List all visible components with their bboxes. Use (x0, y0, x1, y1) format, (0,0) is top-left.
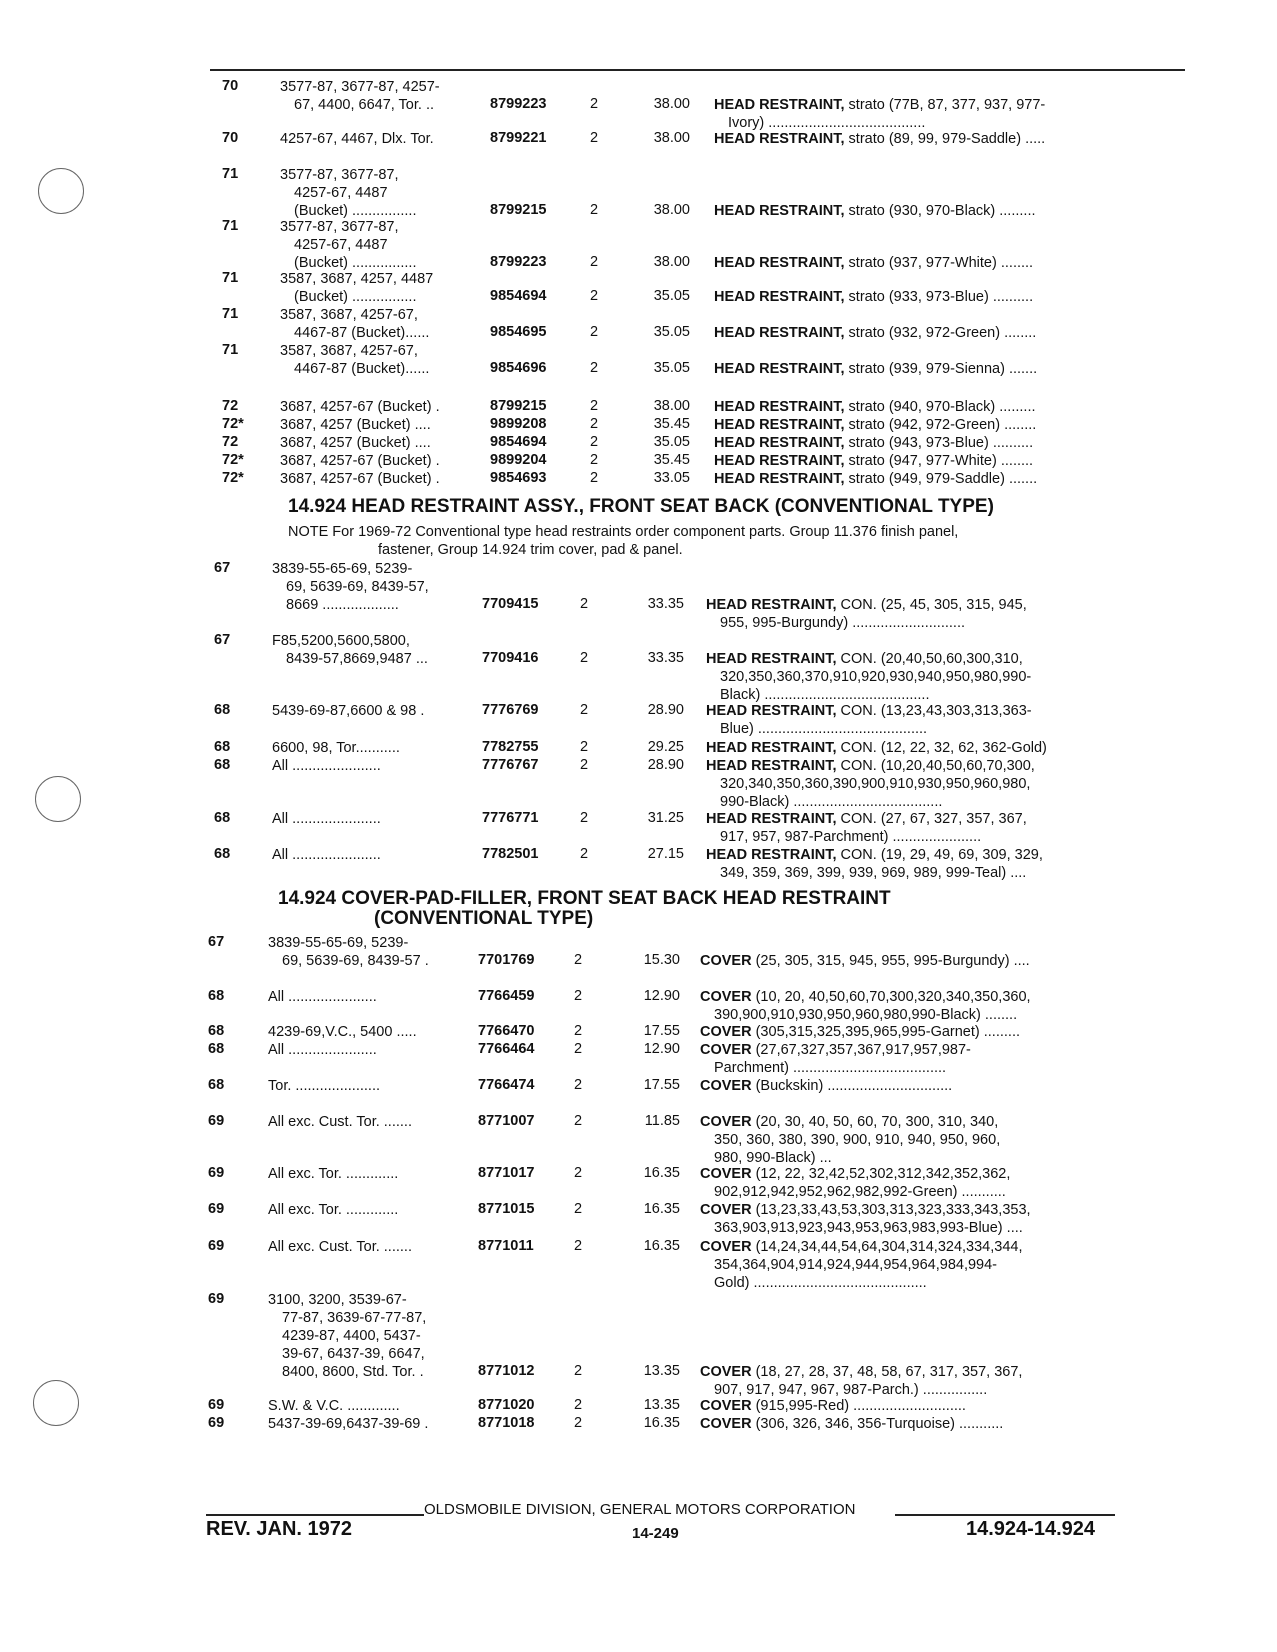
model-description (272, 810, 512, 828)
description-line: HEAD RESTRAINT, strato (940, 970-Black) ......... (714, 399, 1036, 415)
model-description (268, 1291, 508, 1381)
part-number: 9854693 (490, 470, 547, 486)
top-rule (210, 69, 1185, 71)
description-line: HEAD RESTRAINT, strato (77B, 87, 377, 937, 977- (714, 97, 1046, 113)
model-description (272, 632, 512, 668)
part-description (714, 452, 1144, 470)
price: 38.00 (653, 202, 690, 218)
model-line: All ...................... (268, 1042, 377, 1058)
price: 17.55 (643, 1077, 680, 1093)
model-line: (Bucket) ................ (294, 255, 417, 271)
part-description (706, 810, 1136, 846)
figure-number: 69 (208, 1238, 225, 1254)
description-line: COVER (12, 22, 32,42,52,302,312,342,352,362, (700, 1166, 1011, 1182)
part-number: 9854696 (490, 360, 547, 376)
model-line: 4239-69,V.C., 5400 ..... (268, 1024, 417, 1040)
quantity: 2 (580, 739, 589, 755)
description-line: HEAD RESTRAINT, strato (949, 979-Saddle) ....... (714, 471, 1038, 487)
part-number: 9899204 (490, 452, 547, 468)
description-line: HEAD RESTRAINT, CON. (25, 45, 305, 315, 945, (706, 597, 1027, 613)
figure-number: 68 (214, 810, 231, 826)
description-line: COVER (306, 326, 346, 356-Turquoise) ........... (700, 1416, 1004, 1432)
part-description (706, 702, 1136, 738)
price: 35.05 (653, 360, 690, 376)
part-description (714, 398, 1144, 416)
model-line: 77-87, 3639-67-77-87, (282, 1310, 427, 1326)
description-line: HEAD RESTRAINT, strato (89, 99, 979-Saddle) ..... (714, 131, 1046, 147)
quantity: 2 (574, 1363, 583, 1379)
description-line: Black) ......................................... (720, 687, 930, 703)
figure-number: 72* (222, 470, 244, 486)
quantity: 2 (590, 288, 599, 304)
quantity: 2 (580, 757, 589, 773)
quantity: 2 (574, 988, 583, 1004)
description-line: HEAD RESTRAINT, strato (939, 979-Sienna) ....... (714, 361, 1038, 377)
model-description (268, 1041, 508, 1059)
quantity: 2 (590, 202, 599, 218)
quantity: 2 (574, 1023, 583, 1039)
figure-number: 71 (222, 342, 239, 358)
description-line: HEAD RESTRAINT, CON. (13,23,43,303,313,363- (706, 703, 1032, 719)
description-line: COVER (13,23,33,43,53,303,313,323,333,343,353, (700, 1202, 1031, 1218)
part-description (714, 288, 1144, 306)
model-description (280, 218, 520, 272)
part-number: 7782501 (482, 846, 539, 862)
part-number: 7701769 (478, 952, 535, 968)
quantity: 2 (574, 1415, 583, 1431)
model-line: 69, 5639-69, 8439-57 . (282, 953, 429, 969)
part-description (706, 757, 1136, 811)
model-line: 4257-67, 4467, Dlx. Tor. (280, 131, 434, 147)
part-number: 7782755 (482, 739, 539, 755)
description-line: 390,900,910,930,950,960,980,990-Black) ........ (714, 1007, 1018, 1023)
model-line: 4257-67, 4487 (294, 185, 388, 201)
model-line: 8400, 8600, Std. Tor. . (282, 1364, 424, 1380)
description-line: 320,340,350,360,390,900,910,930,950,960,980, (720, 776, 1031, 792)
part-number: 9854695 (490, 324, 547, 340)
part-number: 8771011 (478, 1238, 534, 1254)
description-line: 349, 359, 369, 399, 939, 969, 989, 999-Teal) .... (720, 865, 1027, 881)
model-line: All ...................... (272, 811, 381, 827)
model-line: 3687, 4257 (Bucket) .... (280, 435, 431, 451)
model-line: 3577-87, 3677-87, 4257- (280, 79, 440, 95)
description-line: Ivory) ....................................... (728, 115, 926, 131)
description-line: COVER (18, 27, 28, 37, 48, 58, 67, 317, 357, 367, (700, 1364, 1023, 1380)
part-description (714, 96, 1144, 132)
quantity: 2 (590, 254, 599, 270)
section2-title-line-1: 14.924 COVER-PAD-FILLER, FRONT SEAT BACK HEAD RESTRAINT (278, 888, 891, 909)
footer-rule-right (895, 1514, 1115, 1516)
description-line: HEAD RESTRAINT, strato (933, 973-Blue) .......... (714, 289, 1034, 305)
price: 28.90 (647, 702, 684, 718)
part-description (714, 360, 1144, 378)
model-line: 4467-87 (Bucket)...... (294, 325, 430, 341)
price: 16.35 (643, 1201, 680, 1217)
binder-hole-bottom (33, 1380, 79, 1426)
price: 35.05 (653, 434, 690, 450)
part-description (714, 130, 1144, 148)
part-number: 7776771 (482, 810, 539, 826)
part-description (700, 1415, 1130, 1433)
figure-number: 71 (222, 270, 239, 286)
quantity: 2 (580, 650, 589, 666)
model-line: (Bucket) ................ (294, 203, 417, 219)
model-description (272, 739, 512, 757)
figure-number: 68 (208, 1023, 225, 1039)
price: 13.35 (643, 1397, 680, 1413)
model-description (272, 560, 512, 614)
description-line: COVER (27,67,327,357,367,917,957,987- (700, 1042, 971, 1058)
model-description (280, 78, 520, 114)
figure-number: 71 (222, 166, 239, 182)
description-line: HEAD RESTRAINT, strato (930, 970-Black) ......... (714, 203, 1036, 219)
section-title-head-restraint-assy: 14.924 HEAD RESTRAINT ASSY., FRONT SEAT BACK (CONVENTIONAL TYPE) (288, 496, 994, 517)
model-line: 3587, 3687, 4257, 4487 (280, 271, 434, 287)
part-number: 7766459 (478, 988, 535, 1004)
part-number: 8799215 (490, 202, 547, 218)
part-description (700, 1077, 1130, 1095)
quantity: 2 (590, 434, 599, 450)
model-line: All exc. Tor. ............. (268, 1166, 399, 1182)
figure-number: 72* (222, 452, 244, 468)
description-line: 907, 917, 947, 967, 987-Parch.) ................ (714, 1382, 988, 1398)
price: 12.90 (643, 1041, 680, 1057)
figure-number: 69 (208, 1201, 225, 1217)
price: 31.25 (647, 810, 684, 826)
part-number: 9854694 (490, 288, 547, 304)
part-number: 7776769 (482, 702, 539, 718)
model-description (280, 416, 520, 434)
quantity: 2 (574, 1201, 583, 1217)
model-description (268, 1023, 508, 1041)
quantity: 2 (580, 596, 589, 612)
part-description (706, 846, 1136, 882)
quantity: 2 (574, 952, 583, 968)
part-number: 8771018 (478, 1415, 535, 1431)
figure-number: 68 (214, 757, 231, 773)
model-description (280, 452, 520, 470)
model-description (268, 1201, 508, 1219)
section-title-cover-pad-filler (278, 889, 891, 929)
figure-number: 72 (222, 434, 239, 450)
description-line: COVER (25, 305, 315, 945, 955, 995-Burgundy) .... (700, 953, 1030, 969)
model-description (272, 702, 512, 720)
part-number: 8799221 (490, 130, 547, 146)
quantity: 2 (580, 846, 589, 862)
part-description (700, 1201, 1130, 1237)
part-description (714, 434, 1144, 452)
description-line: COVER (Buckskin) ............................... (700, 1078, 953, 1094)
part-number: 7766464 (478, 1041, 535, 1057)
description-line: Blue) .......................................... (720, 721, 928, 737)
figure-number: 68 (208, 1041, 225, 1057)
footer-group-range: 14.924-14.924 (966, 1518, 1096, 1540)
description-line: HEAD RESTRAINT, strato (942, 972-Green) ........ (714, 417, 1037, 433)
model-description (268, 934, 508, 970)
description-line: 917, 957, 987-Parchment) ...................... (720, 829, 982, 845)
price: 35.05 (653, 288, 690, 304)
part-description (714, 202, 1144, 220)
price: 17.55 (643, 1023, 680, 1039)
quantity: 2 (590, 470, 599, 486)
figure-number: 68 (208, 1077, 225, 1093)
description-line: 990-Black) ..................................... (720, 794, 943, 810)
part-description (706, 739, 1136, 757)
description-line: HEAD RESTRAINT, strato (932, 972-Green) ........ (714, 325, 1037, 341)
description-line: HEAD RESTRAINT, CON. (10,20,40,50,60,70,300, (706, 758, 1035, 774)
description-line: 350, 360, 380, 390, 900, 910, 940, 950, 960, (714, 1132, 1001, 1148)
model-description (280, 306, 520, 342)
model-description (280, 130, 520, 148)
part-number: 8771012 (478, 1363, 535, 1379)
model-description (268, 1165, 508, 1183)
description-line: COVER (10, 20, 40,50,60,70,300,320,340,350,360, (700, 989, 1031, 1005)
price: 38.00 (653, 398, 690, 414)
figure-number: 69 (208, 1165, 225, 1181)
part-description (700, 1023, 1130, 1041)
figure-number: 69 (208, 1397, 225, 1413)
figure-number: 70 (222, 78, 239, 94)
footer-page-number: 14-249 (632, 1525, 679, 1542)
part-description (706, 596, 1136, 632)
part-description (700, 1113, 1130, 1167)
price: 13.35 (643, 1363, 680, 1379)
part-number: 8771017 (478, 1165, 535, 1181)
part-description (714, 470, 1144, 488)
price: 33.05 (653, 470, 690, 486)
model-description (268, 1397, 508, 1415)
figure-number: 68 (214, 846, 231, 862)
quantity: 2 (574, 1397, 583, 1413)
price: 29.25 (647, 739, 684, 755)
binder-hole-middle (35, 776, 81, 822)
price: 12.90 (643, 988, 680, 1004)
model-line: 4467-87 (Bucket)...... (294, 361, 430, 377)
figure-number: 72* (222, 416, 244, 432)
description-line: Gold) ........................................... (714, 1275, 927, 1291)
model-line: 3577-87, 3677-87, (280, 219, 399, 235)
price: 35.45 (653, 452, 690, 468)
model-line: 6600, 98, Tor........... (272, 740, 400, 756)
part-description (700, 1363, 1130, 1399)
price: 33.35 (647, 650, 684, 666)
model-line: 3687, 4257 (Bucket) .... (280, 417, 431, 433)
model-line: Tor. ..................... (268, 1078, 380, 1094)
figure-number: 68 (208, 988, 225, 1004)
price: 27.15 (647, 846, 684, 862)
price: 38.00 (653, 130, 690, 146)
model-description (272, 846, 512, 864)
figure-number: 72 (222, 398, 239, 414)
figure-number: 67 (208, 934, 225, 950)
description-line: COVER (14,24,34,44,54,64,304,314,324,334,344, (700, 1239, 1023, 1255)
price: 35.45 (653, 416, 690, 432)
section-note (288, 523, 1168, 559)
model-line: All exc. Cust. Tor. ....... (268, 1114, 412, 1130)
quantity: 2 (590, 96, 599, 112)
figure-number: 69 (208, 1113, 225, 1129)
price: 38.00 (653, 254, 690, 270)
model-line: All exc. Cust. Tor. ....... (268, 1239, 412, 1255)
description-line: HEAD RESTRAINT, CON. (27, 67, 327, 357, 367, (706, 811, 1027, 827)
model-line: 8439-57,8669,9487 ... (286, 651, 428, 667)
quantity: 2 (590, 360, 599, 376)
model-description (280, 342, 520, 378)
part-number: 8771020 (478, 1397, 535, 1413)
quantity: 2 (590, 130, 599, 146)
price: 11.85 (644, 1113, 680, 1129)
price: 28.90 (647, 757, 684, 773)
description-line: COVER (305,315,325,395,965,995-Garnet) ......... (700, 1024, 1021, 1040)
model-description (268, 1113, 508, 1131)
price: 16.35 (643, 1415, 680, 1431)
figure-number: 67 (214, 560, 231, 576)
part-number: 7766470 (478, 1023, 535, 1039)
footer-revision: REV. JAN. 1972 (206, 1518, 353, 1540)
part-number: 7766474 (478, 1077, 535, 1093)
quantity: 2 (590, 324, 599, 340)
quantity: 2 (574, 1041, 583, 1057)
quantity: 2 (574, 1238, 583, 1254)
description-line: 320,350,360,370,910,920,930,940,950,980,990- (720, 669, 1032, 685)
price: 16.35 (643, 1165, 680, 1181)
price: 15.30 (643, 952, 680, 968)
model-description (280, 434, 520, 452)
section2-title-line-2: (CONVENTIONAL TYPE) (374, 908, 594, 929)
model-description (268, 1077, 508, 1095)
quantity: 2 (590, 416, 599, 432)
part-number: 8799223 (490, 96, 547, 112)
quantity: 2 (590, 452, 599, 468)
figure-number: 70 (222, 130, 239, 146)
quantity: 2 (574, 1113, 583, 1129)
model-line: 67, 4400, 6647, Tor. .. (294, 97, 435, 113)
description-line: HEAD RESTRAINT, strato (937, 977-White) ........ (714, 255, 1034, 271)
model-line: 4257-67, 4487 (294, 237, 388, 253)
figure-number: 71 (222, 218, 239, 234)
model-description (280, 166, 520, 220)
model-line: 69, 5639-69, 8439-57, (286, 579, 429, 595)
figure-number: 68 (214, 739, 231, 755)
note-line-2: fastener, Group 14.924 trim cover, pad & panel. (378, 542, 683, 558)
part-description (700, 988, 1130, 1024)
model-line: 3687, 4257-67 (Bucket) . (280, 399, 440, 415)
part-description (700, 952, 1130, 970)
binder-hole-top (38, 168, 84, 214)
model-line: (Bucket) ................ (294, 289, 417, 305)
model-line: 5437-39-69,6437-39-69 . (268, 1416, 429, 1432)
figure-number: 67 (214, 632, 231, 648)
model-line: 39-67, 6437-39, 6647, (282, 1346, 425, 1362)
model-line: 4239-87, 4400, 5437- (282, 1328, 421, 1344)
model-line: All ...................... (268, 989, 377, 1005)
figure-number: 69 (208, 1291, 225, 1307)
model-description (280, 470, 520, 488)
description-line: HEAD RESTRAINT, CON. (20,40,50,60,300,310, (706, 651, 1023, 667)
quantity: 2 (574, 1165, 583, 1181)
part-number: 7776767 (482, 757, 539, 773)
quantity: 2 (580, 702, 589, 718)
quantity: 2 (580, 810, 589, 826)
part-number: 8799215 (490, 398, 547, 414)
model-line: 3100, 3200, 3539-67- (268, 1292, 407, 1308)
part-description (706, 650, 1136, 704)
model-line: S.W. & V.C. ............. (268, 1398, 400, 1414)
model-description (268, 1238, 508, 1256)
model-line: 3687, 4257-67 (Bucket) . (280, 471, 440, 487)
figure-number: 68 (214, 702, 231, 718)
description-line: Parchment) ...................................... (714, 1060, 947, 1076)
model-line: F85,5200,5600,5800, (272, 633, 410, 649)
model-line: 3587, 3687, 4257-67, (280, 343, 418, 359)
part-number: 9899208 (490, 416, 547, 432)
quantity: 2 (574, 1077, 583, 1093)
part-description (714, 416, 1144, 434)
model-line: 3577-87, 3677-87, (280, 167, 399, 183)
part-description (714, 324, 1144, 342)
part-description (700, 1397, 1130, 1415)
figure-number: 69 (208, 1415, 225, 1431)
price: 33.35 (647, 596, 684, 612)
model-line: 5439-69-87,6600 & 98 . (272, 703, 425, 719)
footer-division: OLDSMOBILE DIVISION, GENERAL MOTORS CORPORATION (424, 1501, 856, 1518)
description-line: COVER (915,995-Red) ............................ (700, 1398, 966, 1414)
quantity: 2 (590, 398, 599, 414)
description-line: 980, 990-Black) ... (714, 1150, 832, 1166)
model-description (268, 988, 508, 1006)
part-description (700, 1238, 1130, 1292)
price: 38.00 (653, 96, 690, 112)
note-line-1: NOTE For 1969-72 Conventional type head restraints order component parts. Group 11.376 finish panel, (288, 524, 959, 540)
description-line: 354,364,904,914,924,944,954,964,984,994- (714, 1257, 998, 1273)
part-number: 9854694 (490, 434, 547, 450)
model-line: 3587, 3687, 4257-67, (280, 307, 418, 323)
model-line: 3839-55-65-69, 5239- (268, 935, 409, 951)
model-description (280, 398, 520, 416)
description-line: HEAD RESTRAINT, strato (943, 973-Blue) .......... (714, 435, 1034, 451)
model-line: All exc. Tor. ............. (268, 1202, 399, 1218)
description-line: HEAD RESTRAINT, strato (947, 977-White) ........ (714, 453, 1034, 469)
description-line: 955, 995-Burgundy) ............................ (720, 615, 965, 631)
footer-rule-left (206, 1514, 424, 1516)
price: 35.05 (653, 324, 690, 340)
model-line: 3839-55-65-69, 5239- (272, 561, 413, 577)
description-line: 902,912,942,952,962,982,992-Green) ........... (714, 1184, 1006, 1200)
part-number: 7709415 (482, 596, 539, 612)
description-line: COVER (20, 30, 40, 50, 60, 70, 300, 310, 340, (700, 1114, 999, 1130)
model-line: 3687, 4257-67 (Bucket) . (280, 453, 440, 469)
model-description (268, 1415, 508, 1433)
figure-number: 71 (222, 306, 239, 322)
part-number: 8771015 (478, 1201, 535, 1217)
model-description (280, 270, 520, 306)
part-description (700, 1165, 1130, 1201)
description-line: 363,903,913,923,943,953,963,983,993-Blue) .... (714, 1220, 1023, 1236)
model-line: 8669 ................... (286, 597, 399, 613)
model-line: All ...................... (272, 847, 381, 863)
part-number: 8771007 (478, 1113, 535, 1129)
model-line: All ...................... (272, 758, 381, 774)
description-line: HEAD RESTRAINT, CON. (12, 22, 32, 62, 362-Gold) (706, 740, 1047, 756)
part-description (714, 254, 1144, 272)
part-number: 7709416 (482, 650, 539, 666)
model-description (272, 757, 512, 775)
part-description (700, 1041, 1130, 1077)
part-number: 8799223 (490, 254, 547, 270)
price: 16.35 (643, 1238, 680, 1254)
description-line: HEAD RESTRAINT, CON. (19, 29, 49, 69, 309, 329, (706, 847, 1043, 863)
